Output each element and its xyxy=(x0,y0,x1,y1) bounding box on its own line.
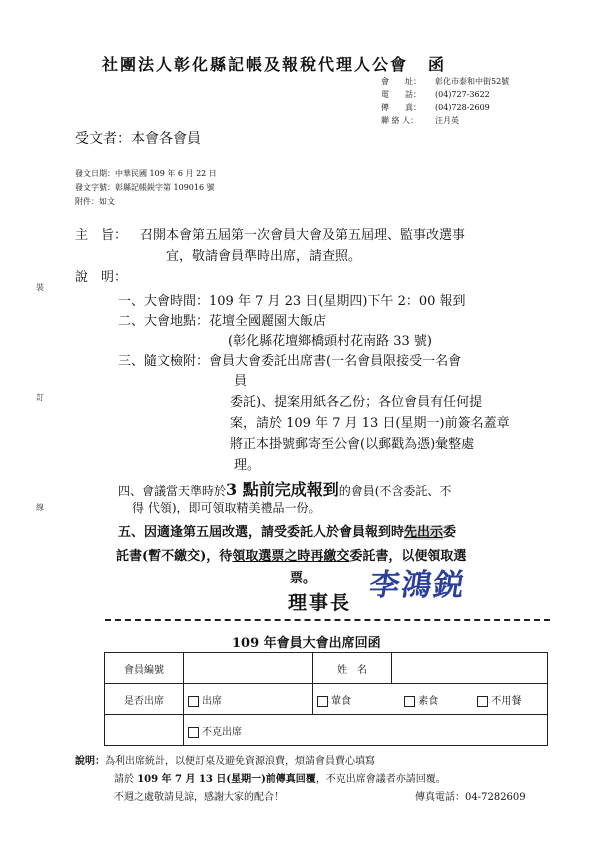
reply-form-table xyxy=(104,652,548,746)
margin-mark-line: 線 xyxy=(36,503,44,512)
item-3-line-4: 案，請於 109 年 7 月 13 日(星期一)前簽名蓋章 xyxy=(230,416,510,431)
org-title xyxy=(102,52,446,75)
item-2-address: (彰化縣花壇鄉橋頭村花南路 33 號) xyxy=(228,334,432,349)
contact-fax: 傳 真： (04)728-2609 xyxy=(381,103,490,112)
item-3-line-2: 員 xyxy=(234,374,248,389)
meal-none-option[interactable]: 不用餐 xyxy=(477,692,521,707)
item-5-line-2: 託書(暫不繳交)，待領取選票之時再繳交委託書，以便領取選 xyxy=(116,549,467,564)
subject-label: 主 旨： xyxy=(75,228,128,243)
item-4-line-1: 四、會議當天準時於3 點前完成報到的會員(不含委託、不 xyxy=(118,480,452,499)
blank-cell xyxy=(105,715,184,746)
item-3-line-6: 理。 xyxy=(234,458,261,473)
reply-form-title: 109 年會員大會出席回函 xyxy=(232,636,381,651)
item-4-emphasis: 3 點前完成報到 xyxy=(226,480,339,499)
attend-no-checkbox[interactable] xyxy=(188,727,199,738)
footer-line-1: 說明：為利出席統計，以便訂桌及避免資源浪費，煩請會員費心填寫 xyxy=(75,756,375,767)
chairman-title: 理事長 xyxy=(288,592,352,614)
item-2-venue: 二、大會地點：花壇全國麗園大飯店 xyxy=(118,314,327,329)
cut-line xyxy=(105,619,550,621)
issue-date: 發文日期：中華民國 109 年 6 月 22 日 xyxy=(75,169,217,178)
doc-type: 函 xyxy=(428,55,447,74)
margin-mark-staple: 訂 xyxy=(36,393,44,402)
item-5-highlight-submit: 領取選票之時再繳交 xyxy=(232,549,350,564)
footer-line-3: 不週之處敬請見諒，感謝大家的配合！ xyxy=(114,792,284,803)
item-3-line-3: 委託)、提案用紙各乙份；各位會員有任何提 xyxy=(230,395,483,410)
chairman-signature: 李鴻鋭 xyxy=(367,568,468,603)
attachment: 附件：如文 xyxy=(75,197,115,206)
contact-phone: 電 話： (04)727-3622 xyxy=(381,90,490,99)
doc-number: 發文字號：彰縣記帳鋭字第 109016 號 xyxy=(75,183,215,192)
item-3-line-1: 三、隨文檢附：會員大會委託出席書(一名會員限接受一名會 xyxy=(118,354,462,369)
item-5-highlight-show: 先出示 xyxy=(404,525,444,540)
meal-meat-option[interactable]: 葷食 xyxy=(317,692,401,707)
attend-no-option[interactable]: 不克出席 xyxy=(184,715,548,746)
member-id-label: 會員編號 xyxy=(105,653,184,684)
contact-person: 聯 絡 人： 汪月英 xyxy=(381,116,459,125)
member-id-field[interactable] xyxy=(184,653,313,684)
footer-note-label: 說明： xyxy=(75,756,105,767)
org-name: 社團法人彰化縣記帳及報稅代理人公會 xyxy=(102,55,409,74)
meal-options xyxy=(313,684,548,715)
attend-yes-checkbox[interactable] xyxy=(188,696,199,707)
margin-mark-bind: 裝 xyxy=(36,283,44,292)
item-3-line-5: 將正本掛號郵寄至公會(以郵戳為憑)彙整處 xyxy=(230,437,475,452)
name-field[interactable] xyxy=(392,653,548,684)
recipient: 受文者：本會各會員 xyxy=(75,131,201,147)
attend-label: 是否出席 xyxy=(105,684,184,715)
footer-line-2: 請於 109 年 7 月 13 日(星期一)前傳真回覆，不克出席會議者亦請回覆。 xyxy=(114,774,446,785)
subject-line-2: 宜，敬請會員準時出席，請查照。 xyxy=(166,249,362,264)
meal-none-checkbox[interactable] xyxy=(477,696,488,707)
name-label: 姓 名 xyxy=(313,653,392,684)
meal-veg-option[interactable]: 素食 xyxy=(404,692,474,707)
subject-line-1: 召開本會第五屆第一次會員大會及第五屆理、監事改選事 xyxy=(140,228,466,243)
item-1-time: 一、大會時間：109 年 7 月 23 日(星期四)下午 2：00 報到 xyxy=(118,294,466,309)
meal-meat-checkbox[interactable] xyxy=(317,696,328,707)
item-4-line-2: 得 代領)，即可領取精美禮品一份。 xyxy=(132,501,321,515)
meal-veg-checkbox[interactable] xyxy=(404,696,415,707)
explanation-label: 說 明： xyxy=(75,270,128,285)
item-5-line-3: 票。 xyxy=(290,571,317,586)
attend-yes-option[interactable]: 出席 xyxy=(184,684,313,715)
item-5-line-1: 五、因適逢第五屆改選，請受委託人於會員報到時先出示委 xyxy=(118,525,457,540)
footer-deadline: 109 年 7 月 13 日(星期一)前傳真回覆 xyxy=(137,774,316,785)
footer-fax: 傳真電話：04-7282609 xyxy=(415,792,526,803)
contact-address: 會 址： 彰化市泰和中街52號 xyxy=(381,77,510,86)
